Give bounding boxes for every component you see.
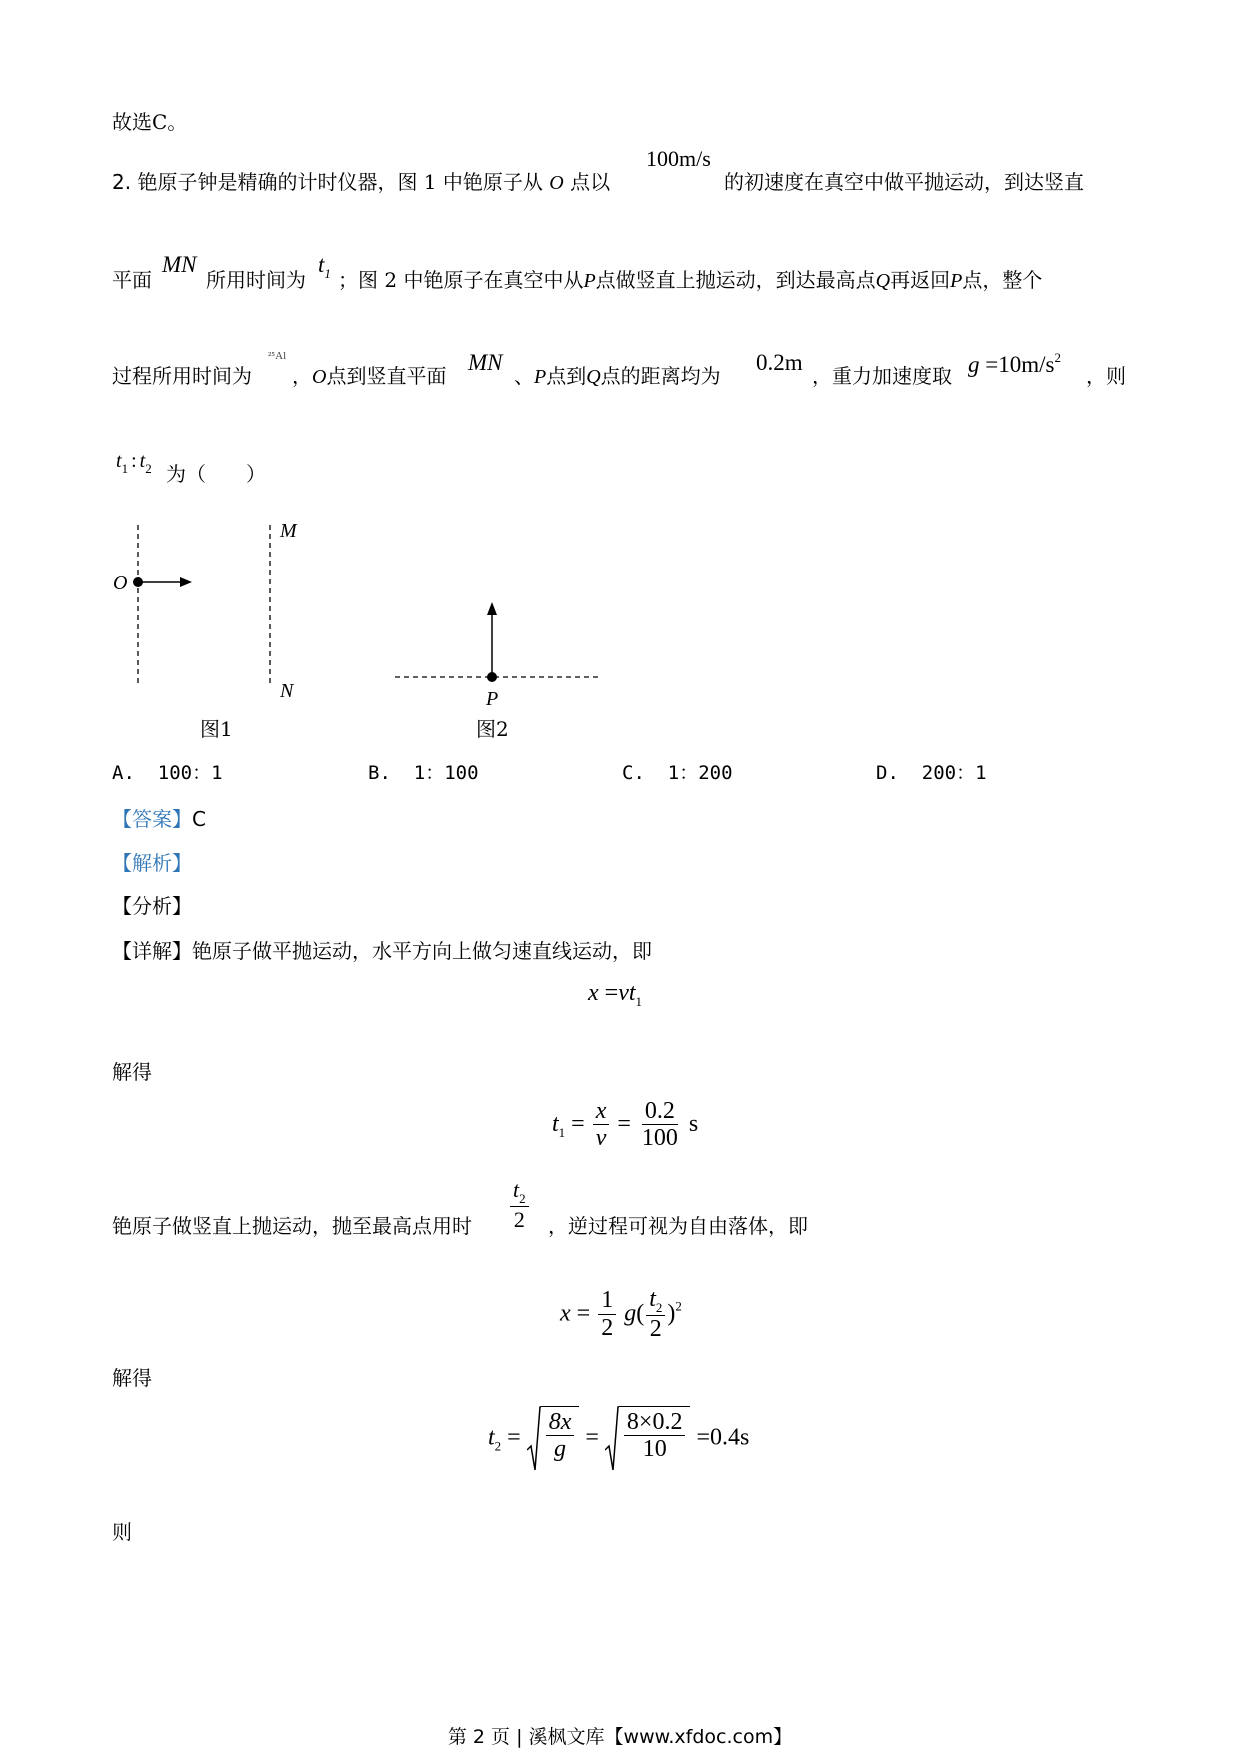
fenxi-tag: 【分析】 — [112, 894, 192, 918]
page-footer: 第 2 页 | 溪枫文库【www.xfdoc.com】 — [447, 1726, 793, 1748]
equation-2: $t_1$ = $\frac{x}{v}$ = $\frac{0.2}{100}$ s — [552, 1098, 699, 1152]
equation-4: $t_2$ = $\frac{8x}{g}$ = $\frac{8\times 0.2}{10}$ =0.4s — [488, 1406, 749, 1472]
arrowhead-right — [180, 577, 192, 587]
option-c[interactable]: C. 1：200 — [622, 762, 733, 784]
analysis-tag: 【解析】 — [112, 851, 192, 875]
label-m: M — [280, 520, 297, 542]
previous-conclusion: 故选C。 — [112, 110, 188, 134]
initial-velocity: 100m/s — [646, 146, 711, 171]
jiede-1: 解得 — [112, 1060, 152, 1084]
arrowhead-up — [487, 602, 497, 615]
question-line-2-rest: ；图 2 中铯原子在真空中从P点做竖直上抛运动，到达最高点Q再返回P点，整个 — [338, 268, 1043, 292]
ratio-expression: $t_1$ : $t_2$ — [116, 450, 152, 476]
option-a[interactable]: A. 100：1 — [112, 762, 223, 784]
ocr-artifact: ²⁵Al — [268, 350, 287, 362]
free-fall-line-b: ，逆过程可视为自由落体，即 — [548, 1214, 808, 1238]
answer-value: C — [192, 807, 206, 831]
equation-3: x = $\frac{1}{2}$ g( $\frac{t_2}{2}$ )$^2$ — [560, 1286, 682, 1343]
question-line-1-end: 的初速度在真空中做平抛运动，到达竖直 — [724, 170, 1084, 194]
option-b[interactable]: B. 1：100 — [368, 762, 479, 784]
time-t1: $t_1$ — [318, 252, 331, 281]
free-fall-line-a: 铯原子做竖直上抛运动，抛至最高点用时 — [112, 1214, 472, 1238]
figure-1 — [113, 520, 298, 741]
radical-sign-icon — [605, 1406, 619, 1472]
sqrt-1: $\frac{8x}{g}$ — [527, 1406, 580, 1472]
figure — [100, 505, 620, 745]
option-d[interactable]: D. 200：1 — [876, 762, 987, 784]
label-n: N — [280, 680, 294, 702]
plane-mn-2: MN — [468, 350, 503, 375]
plane-mn: MN — [162, 252, 197, 277]
gravity-value: $g =10m/s^2$ — [968, 350, 1061, 377]
caption-figure-2: 图2 — [476, 717, 509, 741]
question-number: 2. — [112, 170, 132, 194]
detail-line: 【详解】铯原子做平抛运动，水平方向上做匀速直线运动，即 — [112, 939, 652, 963]
distance-value: 0.2m — [756, 350, 803, 375]
figure-2 — [395, 602, 600, 741]
radical-sign-icon — [527, 1406, 541, 1472]
ze-line: 则 — [112, 1520, 132, 1544]
caption-figure-1: 图1 — [200, 717, 233, 741]
label-p: P — [486, 688, 499, 710]
answer-tag: 【答案】 — [112, 807, 192, 831]
label-o: O — [113, 572, 128, 594]
sqrt-2: $\frac{8\times 0.2}{10}$ — [605, 1406, 691, 1472]
question-line-2: 平面 — [112, 268, 152, 292]
jiede-2: 解得 — [112, 1366, 152, 1390]
answer-line — [112, 803, 206, 832]
fraction-t2-over-2: $\frac{t_2}{2}$ — [508, 1178, 531, 1233]
equation-1: $x =vt_1$ — [588, 980, 643, 1009]
question-line-1: 2. 铯原子钟是精确的计时仪器，图 1 中铯原子从 O 点以 — [112, 170, 611, 194]
